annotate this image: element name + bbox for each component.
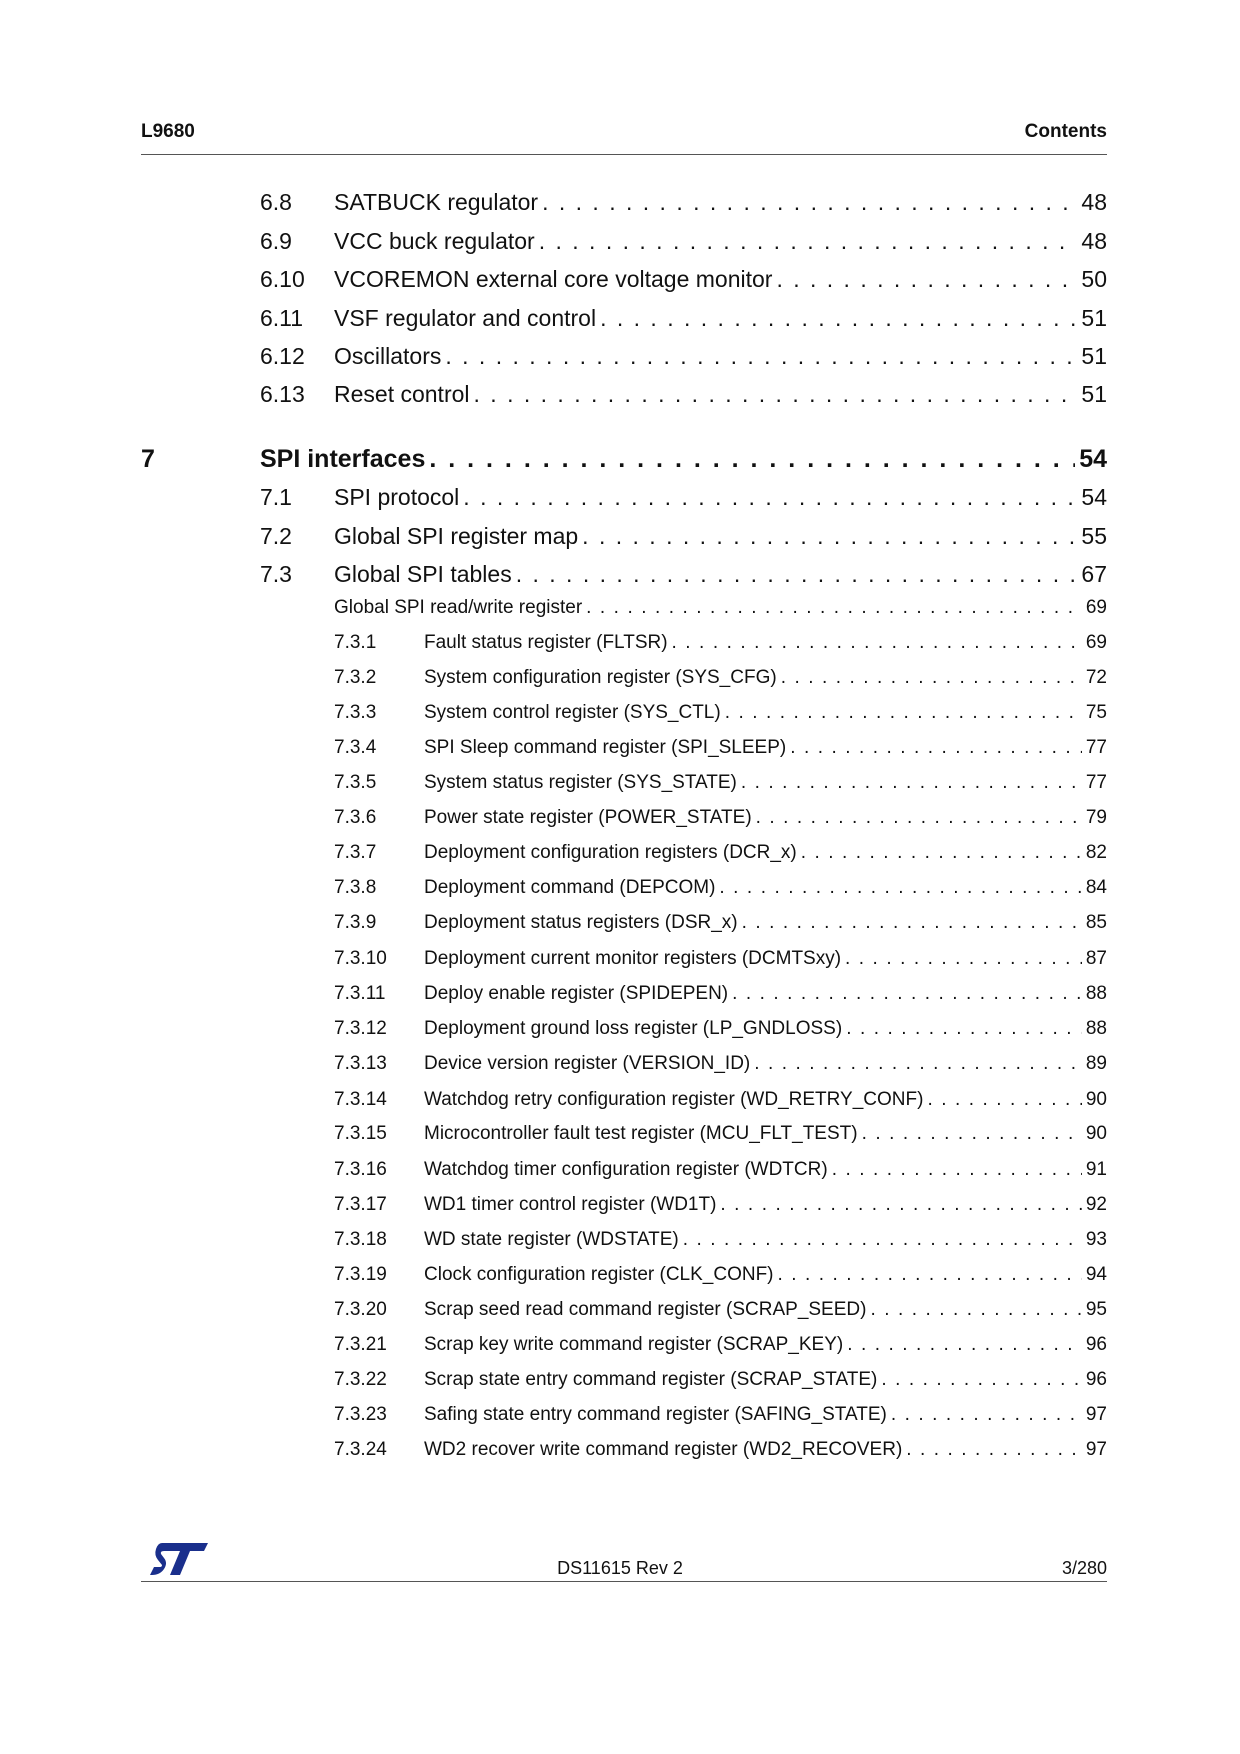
toc-entry[interactable] [0,484,1240,514]
document-id: DS11615 Rev 2 [557,1558,683,1578]
dot-leader [600,305,1077,332]
toc-entry[interactable] [0,445,1240,477]
toc-entry-page: 69 [1085,632,1107,653]
toc-entry-title: WD2 recover write command register (WD2_RECOVER) [424,1439,903,1460]
toc-entry-line [424,1264,1107,1286]
dot-leader [790,737,1082,759]
toc-entry-number: 7.3.14 [334,1089,387,1110]
toc-entry-line [424,702,1107,724]
toc-entry-page: 79 [1085,807,1107,828]
dot-leader [832,1159,1082,1181]
toc-entry-line [424,772,1107,794]
toc-entry[interactable] [0,343,1240,373]
toc-entry-line [424,1123,1107,1145]
toc-entry-title: Global SPI register map [334,523,579,549]
dot-leader [906,1439,1082,1461]
toc-entry-title: Deploy enable register (SPIDEPEN) [424,983,729,1004]
dot-leader [881,1369,1082,1391]
toc-entry[interactable] [0,561,1240,591]
dot-leader [683,1229,1082,1251]
toc-entry[interactable] [0,1053,1240,1079]
dot-leader [732,983,1082,1005]
dot-leader [846,1018,1082,1040]
toc-entry-number: 7.3.23 [334,1404,387,1425]
toc-entry-title: System control register (SYS_CTL) [424,702,721,723]
dot-leader [586,597,1082,619]
toc-entry-page: 92 [1085,1194,1107,1215]
toc-entry[interactable] [0,948,1240,974]
toc-entry-number: 7.3.6 [334,807,377,828]
toc-entry-page: 67 [1081,561,1107,587]
toc-entry-page: 91 [1085,1159,1107,1180]
toc-entry-page: 96 [1085,1369,1107,1390]
toc-entry[interactable] [0,1439,1240,1465]
toc-entry[interactable] [0,1229,1240,1255]
toc-entry-title: Microcontroller fault test register (MCU_FLT_TEST) [424,1123,858,1144]
toc-entry[interactable] [0,842,1240,868]
toc-entry[interactable] [0,1123,1240,1149]
toc-entry-page: 54 [1081,484,1107,510]
toc-entry[interactable] [0,632,1240,658]
toc-entry-page: 55 [1081,523,1107,549]
toc-entry[interactable] [0,807,1240,833]
toc-entry[interactable] [0,1194,1240,1220]
toc-entry-line [424,737,1107,759]
toc-entry-line [260,445,1107,474]
toc-entry-title: Device version register (VERSION_ID) [424,1053,751,1074]
toc-entry-number: 6.12 [260,343,305,369]
toc-entry-page: 90 [1085,1123,1107,1144]
toc-entry-title: Safing state entry command register (SAFING_STATE) [424,1404,887,1425]
toc-entry[interactable] [0,1264,1240,1290]
dot-leader [801,842,1082,864]
toc-entry-number: 7.3.21 [334,1334,387,1355]
section-title: Contents [1024,121,1107,142]
toc-entry-line [424,632,1107,654]
toc-entry-page: 93 [1085,1229,1107,1250]
toc-entry-number: 6.11 [260,305,304,331]
toc-entry-line [424,1439,1107,1461]
toc-entry-line [424,1194,1107,1216]
toc-entry-page: 85 [1085,912,1107,933]
dot-leader [719,877,1081,899]
toc-entry-line [334,305,1107,332]
toc-entry-page: 51 [1081,305,1107,331]
toc-entry[interactable] [0,1159,1240,1185]
dot-leader [781,667,1082,689]
dot-leader [463,484,1077,511]
dot-leader [778,1264,1082,1286]
toc-entry-number: 7.3.16 [334,1159,387,1180]
dot-leader [672,632,1082,654]
toc-entry-number: 7.3.7 [334,842,377,863]
toc-entry-page: 72 [1085,667,1107,688]
toc-entry-number: 7.3.11 [334,983,386,1004]
toc-entry-line [424,1369,1107,1391]
toc-entry-title: Deployment current monitor registers (DCMTSxy) [424,948,842,969]
toc-entry[interactable] [0,667,1240,693]
toc-entry-page: 69 [1085,597,1107,618]
toc-entry-page: 54 [1079,445,1107,473]
toc-entry-number: 6.10 [260,266,305,292]
toc-entry-title: Reset control [334,381,470,407]
toc-entry-number: 7.3.4 [334,737,377,758]
toc-entry[interactable] [0,189,1240,219]
toc-entry-number: 6.8 [260,189,292,215]
toc-entry-title: Clock configuration register (CLK_CONF) [424,1264,774,1285]
toc-entry[interactable] [0,877,1240,903]
toc-entry-number: 7.3.2 [334,667,377,688]
toc-entry-line [424,1018,1107,1040]
toc-entry-line [424,807,1107,829]
footer-rule [141,1581,1107,1582]
toc-entry[interactable] [0,523,1240,553]
toc-entry-number: 7.3.5 [334,772,377,793]
toc-entry[interactable] [0,381,1240,411]
toc-entry-number: 6.9 [260,228,292,254]
dot-leader [516,561,1078,588]
dot-leader [870,1299,1081,1321]
toc-entry-page: 50 [1081,266,1107,292]
toc-entry-page: 95 [1085,1299,1107,1320]
toc-entry-title: VSF regulator and control [334,305,597,331]
toc-entry-number: 6.13 [260,381,305,407]
dot-leader [582,523,1077,550]
toc-entry-title: Fault status register (FLTSR) [424,632,668,653]
toc-entry-title: SPI protocol [334,484,460,510]
toc-entry-line [424,983,1107,1005]
toc-entry-number: 7.3.22 [334,1369,387,1390]
toc-entry[interactable] [0,1334,1240,1360]
toc-entry-page: 97 [1085,1439,1107,1460]
toc-entry-page: 77 [1085,772,1107,793]
toc-entry-page: 84 [1085,877,1107,898]
toc-entry-title: VCC buck regulator [334,228,535,254]
dot-leader [847,1334,1082,1356]
dot-leader [756,807,1082,829]
toc-entry-line [424,948,1107,970]
toc-entry[interactable] [0,1018,1240,1044]
dot-leader [725,702,1082,724]
toc-entry-title: Watchdog timer configuration register (WDTCR) [424,1159,828,1180]
toc-entry-title: Deployment ground loss register (LP_GNDLOSS) [424,1018,843,1039]
dot-leader [845,948,1082,970]
toc-entry-page: 87 [1085,948,1107,969]
toc-entry-title: Global SPI tables [334,561,512,587]
dot-leader [542,189,1077,216]
toc-entry-line [424,1404,1107,1426]
toc-entry-number: 7.3.3 [334,702,377,723]
toc-entry-line [334,523,1107,550]
toc-entry-number: 7 [141,445,155,473]
toc-entry-line [334,561,1107,588]
toc-entry[interactable] [0,772,1240,798]
dot-leader [720,1194,1081,1216]
toc-entry-page: 89 [1085,1053,1107,1074]
toc-entry-title: Scrap seed read command register (SCRAP_SEED) [424,1299,867,1320]
toc-entry-line [424,1334,1107,1356]
toc-entry-line [424,667,1107,689]
toc-entry-page: 48 [1081,228,1107,254]
toc-entry-number: 7.3.18 [334,1229,387,1250]
dot-leader [741,772,1082,794]
toc-entry-line [334,343,1107,370]
toc-entry-line [424,1229,1107,1251]
toc-entry-line [424,1159,1107,1181]
toc-entry-page: 88 [1085,983,1107,1004]
toc-entry-page: 82 [1085,842,1107,863]
dot-leader [927,1089,1081,1111]
page-number: 3/280 [1061,1558,1107,1578]
toc-entry[interactable] [0,1404,1240,1430]
toc-entry-line [334,381,1107,408]
toc-entry[interactable] [0,912,1240,938]
toc-entry-number: 7.3.15 [334,1123,387,1144]
toc-entry-line [424,1299,1107,1321]
dot-leader [429,445,1075,474]
toc-entry-number: 7.1 [260,484,292,510]
toc-entry-title: SPI Sleep command register (SPI_SLEEP) [424,737,787,758]
toc-entry-page: 75 [1085,702,1107,723]
document-title: L9680 [141,121,195,142]
toc-entry-number: 7.3.9 [334,912,377,933]
toc-entry[interactable] [0,305,1240,335]
toc-entry-title: Global SPI read/write register [334,597,583,618]
toc-entry-title: WD state register (WDSTATE) [424,1229,679,1250]
toc-entry-number: 7.3.20 [334,1299,387,1320]
dot-leader [474,381,1078,408]
toc-entry-title: System status register (SYS_STATE) [424,772,737,793]
toc-entry-title: Watchdog retry configuration register (WD_RETRY_CONF) [424,1089,924,1110]
toc-entry-title: Deployment command (DEPCOM) [424,877,716,898]
toc-entry-line [334,228,1107,255]
toc-entry-page: 77 [1085,737,1107,758]
toc-entry-page: 94 [1085,1264,1107,1285]
toc-entry-page: 48 [1081,189,1107,215]
toc-entry-title: Scrap key write command register (SCRAP_KEY) [424,1334,844,1355]
toc-entry-line [334,597,1107,619]
toc-entry[interactable] [0,1089,1240,1115]
toc-entry-number: 7.3 [260,561,292,587]
toc-entry-line [334,266,1107,293]
toc-entry[interactable] [0,983,1240,1009]
toc-entry-title: VCOREMON external core voltage monitor [334,266,773,292]
toc-entry-number: 7.3.19 [334,1264,387,1285]
toc-entry-page: 90 [1085,1089,1107,1110]
dot-leader [862,1123,1082,1145]
toc-entry-number: 7.3.1 [334,632,377,653]
toc-entry-line [334,189,1107,216]
toc-entry-title: WD1 timer control register (WD1T) [424,1194,717,1215]
toc-entry-page: 51 [1081,343,1107,369]
dot-leader [742,912,1082,934]
toc-entry-page: 96 [1085,1334,1107,1355]
toc-entry[interactable] [0,597,1240,623]
toc-entry-number: 7.3.8 [334,877,377,898]
toc-entry-line [424,842,1107,864]
toc-entry[interactable] [0,266,1240,296]
toc-entry-number: 7.3.17 [334,1194,387,1215]
dot-leader [445,343,1077,370]
toc-entry-title: System configuration register (SYS_CFG) [424,667,777,688]
toc-entry-line [424,1089,1107,1111]
toc-entry[interactable] [0,1299,1240,1325]
toc-entry-line [424,1053,1107,1075]
toc-entry-number: 7.3.10 [334,948,387,969]
toc-entry-line [424,877,1107,899]
dot-leader [891,1404,1082,1426]
toc-entry-title: SATBUCK regulator [334,189,539,215]
toc-entry-page: 88 [1085,1018,1107,1039]
toc-entry-line [334,484,1107,511]
toc-entry-title: Oscillators [334,343,442,369]
dot-leader [539,228,1078,255]
toc-entry[interactable] [0,702,1240,728]
toc-entry-page: 51 [1081,381,1107,407]
toc-entry-line [424,912,1107,934]
toc-entry-page: 97 [1085,1404,1107,1425]
toc-entry-number: 7.3.13 [334,1053,387,1074]
toc-entry[interactable] [0,737,1240,763]
toc-entry-title: Deployment status registers (DSR_x) [424,912,738,933]
dot-leader [754,1053,1082,1075]
toc-entry-title: Deployment configuration registers (DCR_x) [424,842,797,863]
dot-leader [776,266,1077,293]
toc-entry-title: Power state register (POWER_STATE) [424,807,752,828]
toc-entry[interactable] [0,1369,1240,1395]
toc-entry-number: 7.3.24 [334,1439,387,1460]
toc-entry-title: SPI interfaces [260,445,426,473]
header-rule [141,154,1107,155]
toc-entry-title: Scrap state entry command register (SCRAP_STATE) [424,1369,878,1390]
toc-entry-number: 7.2 [260,523,292,549]
toc-entry[interactable] [0,228,1240,258]
toc-entry-number: 7.3.12 [334,1018,387,1039]
